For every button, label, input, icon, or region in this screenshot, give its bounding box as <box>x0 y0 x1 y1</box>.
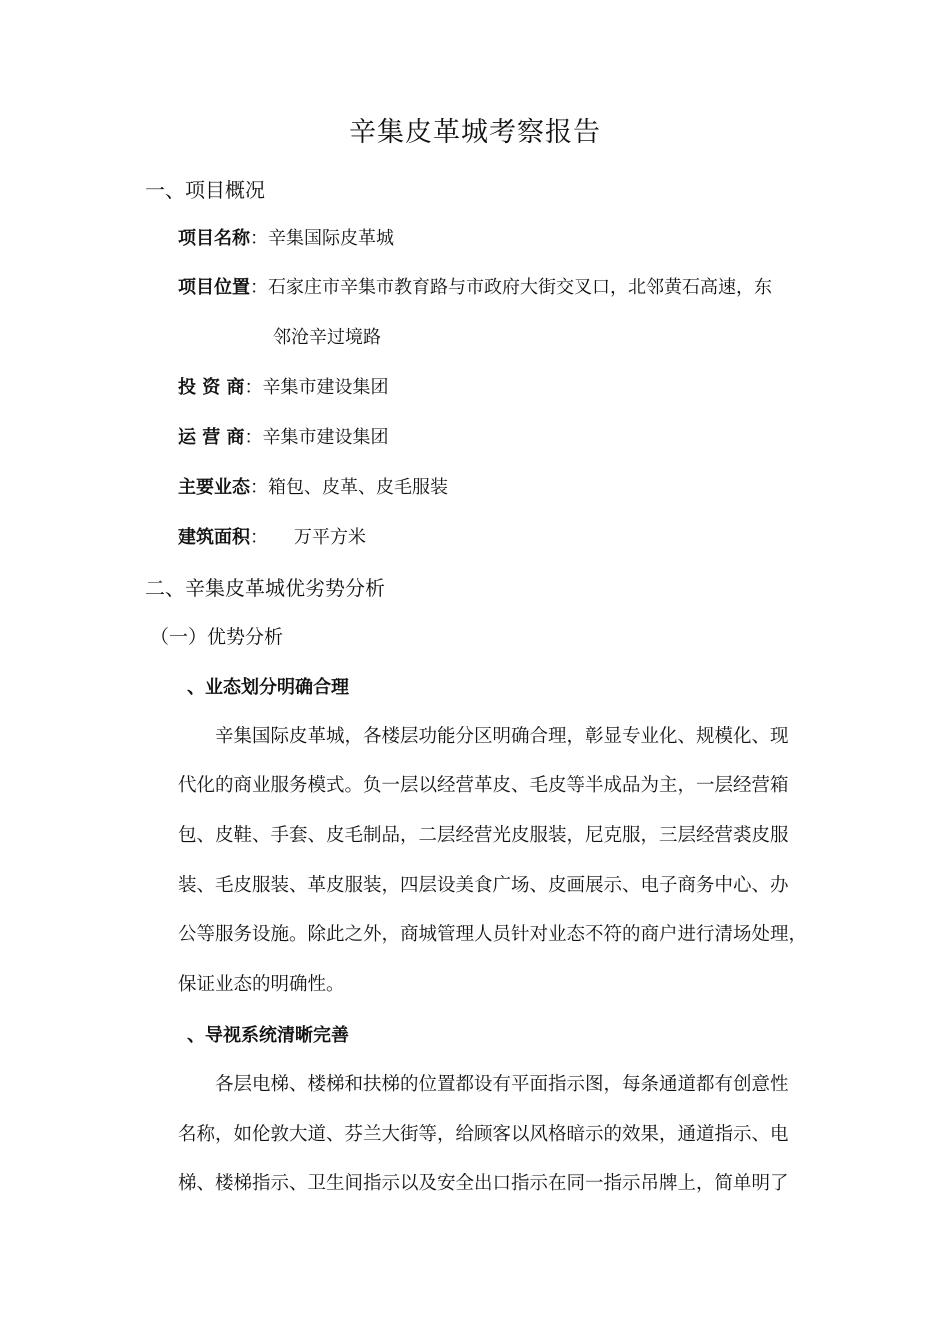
field-label: 建筑面积 <box>178 527 250 548</box>
paragraph-line: 代化的商业服务模式。负一层以经营革皮、毛皮等半成品为主，一层经营箱 <box>178 775 789 796</box>
field-label: 主要业态 <box>178 477 250 498</box>
paragraph-line: 包、皮鞋、手套、皮毛制品，二层经营光皮服装，尼克服，三层经营裘皮服 <box>178 825 789 846</box>
field-colon: ： <box>250 277 268 298</box>
field-project-name <box>178 224 394 250</box>
field-value: 辛集市建设集团 <box>262 377 389 398</box>
field-value: 石家庄市辛集市教育路与市政府大街交叉口，北邻黄石高速，东 <box>268 277 772 298</box>
field-operator <box>178 423 389 449</box>
paragraph-line: 梯、楼梯指示、卫生间指示以及安全出口指示在同一指示吊牌上，简单明了 <box>178 1173 789 1194</box>
paragraph-line: 装、毛皮服装、革皮服装，四层设美食广场、皮画展示、电子商务中心、办 <box>178 875 789 896</box>
field-project-location-cont: 邻沧辛过境路 <box>273 327 381 348</box>
field-value: 辛集国际皮革城 <box>268 228 394 249</box>
field-building-area <box>178 523 366 549</box>
field-label: 项目位置 <box>178 277 250 298</box>
paragraph-line: 保证业态的明确性。 <box>178 974 345 995</box>
paragraph-line: 辛集国际皮革城，各楼层功能分区明确合理，彰显专业化、规模化、现 <box>215 726 789 747</box>
field-label: 项目名称 <box>178 228 250 249</box>
field-main-business <box>178 473 448 499</box>
section-heading-analysis: 二、辛集皮革城优劣势分析 <box>145 576 385 600</box>
paragraph-line: 名称，如伦敦大道、芬兰大街等，给顾客以风格暗示的效果，通道指示、电 <box>178 1124 789 1145</box>
field-investor <box>178 373 389 399</box>
field-value: 辛集市建设集团 <box>262 427 389 448</box>
section-heading-overview: 一、项目概况 <box>145 178 265 202</box>
field-label: 投 资 商 <box>178 377 245 398</box>
field-label: 运 营 商 <box>178 427 245 448</box>
field-value: 箱包、皮革、皮毛服装 <box>268 477 448 498</box>
subsection-heading-advantages: （一）优势分析 <box>150 626 284 648</box>
field-colon: ： <box>244 377 263 398</box>
field-colon: ： <box>250 477 268 498</box>
field-colon: ： <box>250 527 268 548</box>
paragraph-line: 公等服务设施。除此之外，商城管理人员针对业态不符的商户进行清场处理， <box>178 924 808 945</box>
field-colon: ： <box>250 228 268 249</box>
paragraph-line: 各层电梯、楼梯和扶梯的位置都设有平面指示图，每条通道都有创意性 <box>215 1074 789 1095</box>
document-title: 辛集皮革城考察报告 <box>349 117 601 148</box>
point-title-signage-system: 、导视系统清晰完善 <box>187 1025 349 1046</box>
field-value: 万平方米 <box>294 527 366 548</box>
field-colon: ： <box>244 427 263 448</box>
field-project-location <box>178 273 772 299</box>
point-title-business-division: 、业态划分明确合理 <box>187 677 349 698</box>
